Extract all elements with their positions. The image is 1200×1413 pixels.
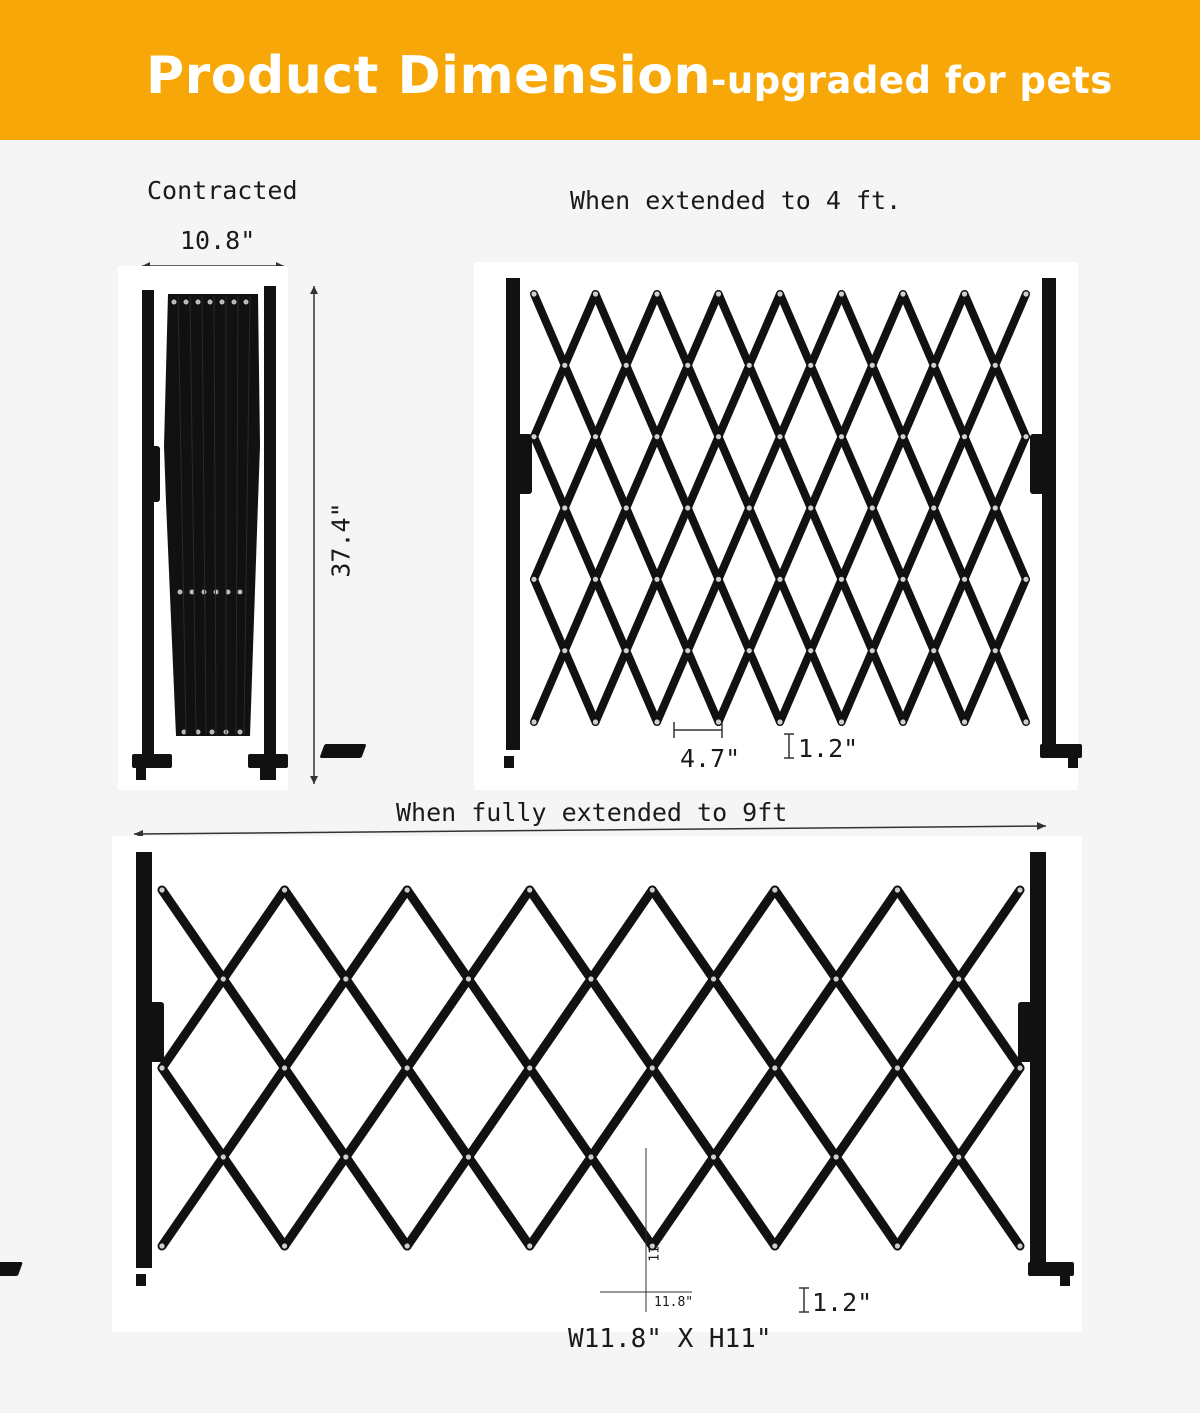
contracted-label: Contracted [147, 176, 298, 205]
banner-title [146, 46, 1113, 106]
extended-9ft-cell-size-label: W11.8" X H11" [568, 1324, 772, 1354]
extended-9ft-cell-width-label: 11.8" [654, 1295, 694, 1310]
extended-4ft-gap-label: 4.7" [680, 744, 741, 773]
header-banner [0, 0, 1200, 140]
extended-9ft-label: When fully extended to 9ft [396, 798, 788, 827]
extended-4ft-gap-marker [670, 718, 726, 742]
contracted-height-label: 37.4" [326, 502, 356, 578]
extended-4ft-gate-image [474, 262, 1078, 790]
banner-title-main: Product Dimension [146, 46, 711, 106]
extended-9ft-bar-marker [797, 1286, 811, 1314]
contracted-gate-image [118, 266, 288, 790]
extended-9ft-cell-height-label: 11" [647, 1238, 663, 1262]
extended-4ft-label: When extended to 4 ft. [570, 186, 902, 215]
extended-9ft-bar-label: 1.2" [812, 1288, 873, 1317]
contracted-height-arrow [304, 282, 324, 788]
contracted-width-label: 10.8" [180, 226, 256, 255]
banner-title-sub: -upgraded for pets [711, 59, 1113, 102]
extended-9ft-cell-markers [596, 1140, 696, 1320]
extended-4ft-bar-marker [782, 732, 796, 760]
extended-4ft-bar-label: 1.2" [798, 734, 859, 763]
